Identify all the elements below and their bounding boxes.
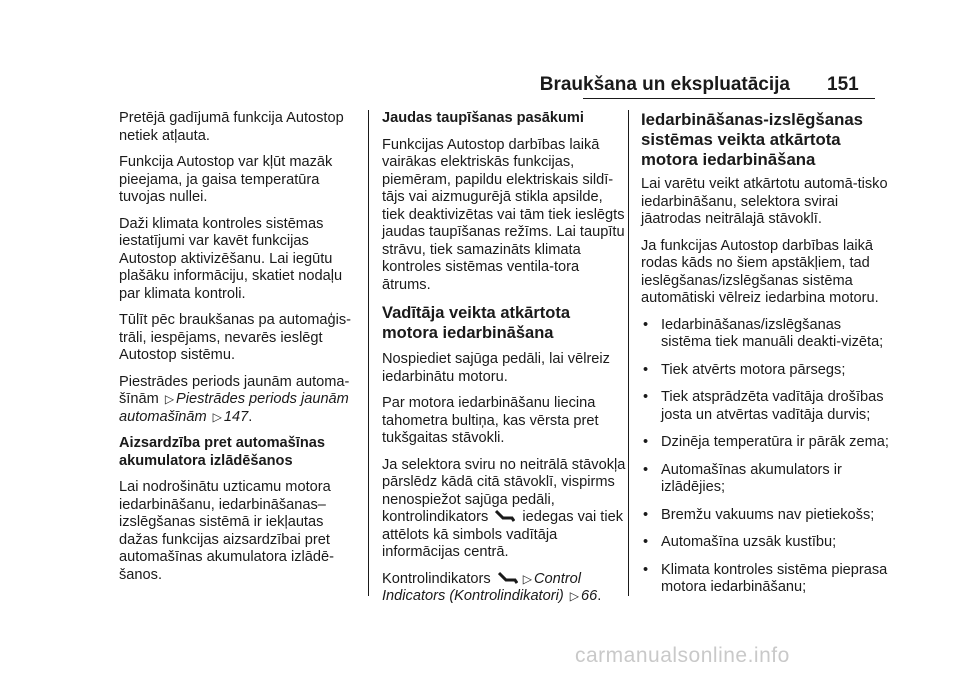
paragraph: Lai varētu veikt atkārtotu automā-tisko iedarbināšanu, selektora svirai jāatrodas neitrālajā stāvoklī. [641,176,888,227]
list-item-text: Bremžu vakuums nav pietiekošs; [661,506,875,523]
section-title: Braukšana un ekspluatācija [539,74,790,95]
column-left [119,110,365,593]
arrow-reference-icon: ▷ [212,409,222,424]
list-item-text: Klimata kontroles sistēma pieprasa motora iedarbināšanu; [661,561,888,595]
arrow-reference-icon: ▷ [522,571,532,586]
arrow-reference-icon: ▷ [164,392,175,406]
list-item [641,362,891,380]
header-rule [583,98,875,99]
paragraph: Funkcijas Autostop darbības laikā vairākas elektriskās funkcijas, piemēram, papildu elektriskais sildī-tājs vai aizmugurējā stikla apsilde, tiek deaktivizētas vai tām tiek ieslēgts jaudas taupīšanas režīms. Lai taupītu strāvu, tiek samazināts klimata kontroles sistēmas ventila-tora ātrums. [382,136,625,293]
paragraph: Kontrolindikators ▷ Control Indicators (Kontrolindikatori) ▷ 66. [382,570,602,604]
paragraph: Pretējā gadījumā funkcija Autostop netiek atļauta. [119,110,344,144]
bullet: • [643,534,649,550]
column-middle [382,110,626,615]
list-item [641,317,891,352]
condition-list [641,317,891,597]
list-item [641,562,891,597]
section-heading: Vadītāja veikta atkārtota motora iedarbināšana [382,304,571,342]
arrow-reference-icon: ▷ [569,589,579,603]
paragraph-text: iedegas vai tiek attēlots kā simbols vadītāja informācijas centrā. [382,509,623,560]
paragraph: Piestrādes periods jaunām automa-šīnām ▷ Piestrādes periods jaunām automašīnām ▷ 147. [119,373,350,425]
list-item-text: Automašīna uzsāk kustību; [661,534,837,550]
bullet: • [643,389,649,405]
paragraph: Ja funkcijas Autostop darbības laikā rodas kāds no šiem apstākļiem, tad ieslēgšanas/izslēgšanas sistēma automātiski vēlreiz iedarbina motoru. [641,237,879,306]
list-item-text: Dzinēja temperatūra ir pārāk zema; [661,434,889,450]
paragraph: Par motora iedarbināšanu liecina tahometra bultiņa, kas vērsta pret tukšgaitas stāvokli. [382,395,599,446]
subheading: Jaudas taupīšanas pasākumi [382,110,584,126]
bullet: • [643,361,649,378]
paragraph: Lai nodrošinātu uzticamu motora iedarbināšanu, iedarbināšanas– izslēgšanas sistēmā ir iekļautas dažas funkcijas aizsardzībai pret automašīnas akumulatora izlādē-šanos. [119,479,334,583]
paragraph: Daži klimata kontroles sistēmas iestatījumi var kavēt funkcijas Autostop aktivizēšanu. Lai iegūtu plašāku informāciju, skatiet nodaļu par klimata kontroli. [119,215,343,302]
autostop-indicator-icon [495,509,515,522]
paragraph-text: Kontrolindikators [382,570,491,587]
paragraph: Funkcija Autostop var kļūt mazāk pieejama, ja gaisa temperatūra tuvojas nullei. [119,154,333,205]
page-number: 151 [827,74,859,95]
column-divider [628,110,629,596]
bullet: • [643,561,649,578]
watermark: carmanualsonline.info [575,644,790,667]
bullet: • [643,506,649,523]
list-item [641,534,891,552]
reference-page[interactable]: 66 [581,588,598,604]
column-right [641,110,891,607]
list-item-text: Iedarbināšanas/izslēgšanas sistēma tiek manuāli deakti-vizēta; [661,316,884,350]
cross-reference-link[interactable]: Control Indicators (Kontrolindikatori) [382,570,582,604]
list-item [641,462,891,497]
reference-page[interactable]: 147 [223,408,249,425]
bullet: • [643,461,649,478]
list-item-text: Tiek atvērts motora pārsegs; [661,361,846,378]
paragraph [382,457,626,562]
subheading: Aizsardzība pret automašīnas akumulatora izlādēšanos [119,435,325,469]
paragraph-text: Piestrādes periods jaunām automa-šīnām [119,373,350,407]
list-item-text: Tiek atsprādzēta vadītāja drošības josta un atvērtas vadītāja durvis; [661,389,884,423]
list-item [641,389,891,424]
bullet: • [643,434,649,450]
list-item-text: Automašīnas akumulators ir izlādējies; [661,461,842,495]
list-item [641,434,891,452]
paragraph-text: Ja selektora sviru no neitrālā stāvokļa pārslēdz kādā citā stāvoklī, vispirms nenospiežot sajūga pedāli, kontrolindikators [382,456,626,525]
paragraph: Nospiediet sajūga pedāli, lai vēlreiz iedarbinātu motoru. [382,351,610,385]
section-heading: Iedarbināšanas-izslēgšanas sistēmas veikta atkārtota motora iedarbināšana [641,110,863,169]
bullet: • [643,316,649,333]
autostop-indicator-icon [498,571,518,584]
list-item [641,507,891,525]
column-divider [368,110,369,596]
paragraph: Tūlīt pēc braukšanas pa automaģis-trāli, iespējams, nevarēs ieslēgt Autostop sistēmu. [119,312,352,363]
cross-reference-link[interactable]: Piestrādes periods jaunām automašīnām [119,391,349,425]
